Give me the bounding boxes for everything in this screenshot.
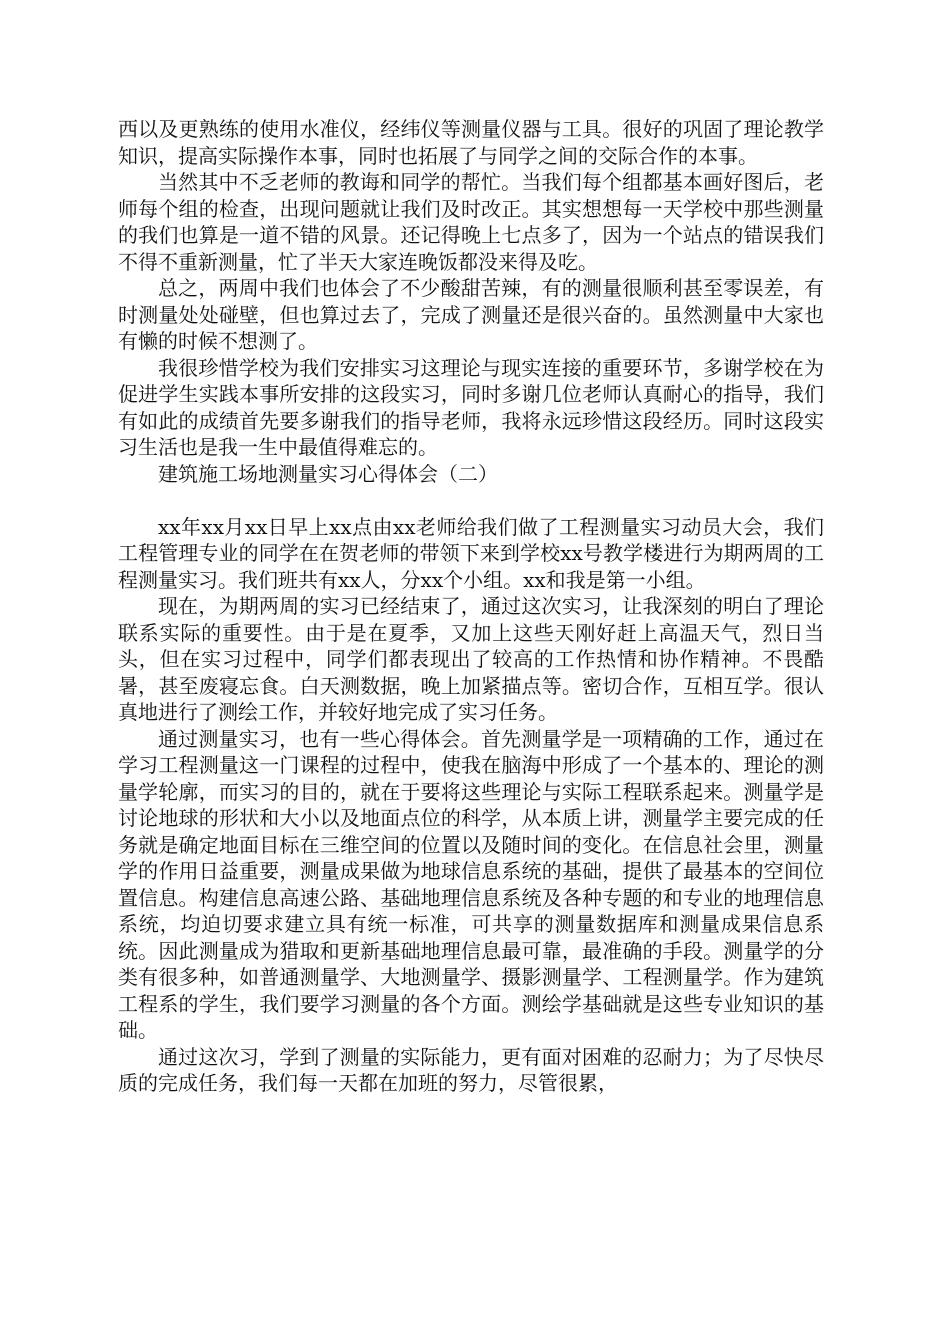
paragraph: xx年xx月xx日早上xx点由xx老师给我们做了工程测量实习动员大会，我们工程管理专业的同学在在贺老师的带领下来到学校xx号教学楼进行为期两周的工程测量实习。我们班共有xx人，分xx个小组。xx和我是第一小组。 — [118, 514, 824, 592]
paragraph: 我很珍惜学校为我们安排实习这理论与现实连接的重要环节，多谢学校在为促进学生实践本事所安排的这段实习，同时多谢几位老师认真耐心的指导，我们有如此的成绩首先要多谢我们的指导老师，我将永远珍惜这段经历。同时这段实习生活也是我一生中最值得难忘的。 — [118, 355, 824, 459]
paragraph: 总之，两周中我们也体会了不少酸甜苦辣，有的测量很顺利甚至零误差，有时测量处处碰壁，但也算过去了，完成了测量还是很兴奋的。虽然测量中大家也有懒的时候不想测了。 — [118, 276, 824, 353]
blank-line — [118, 487, 824, 514]
paragraph: 通过这次习，学到了测量的实际能力，更有面对困难的忍耐力；为了尽快尽质的完成任务，我们每一天都在加班的努力，尽管很累， — [118, 1044, 824, 1095]
document-body — [118, 116, 824, 1097]
paragraph: 当然其中不乏老师的教诲和同学的帮忙。当我们每个组都基本画好图后，老师每个组的检查，出现问题就让我们及时改正。其实想想每一天学校中那些测量的我们也算是一道不错的风景。还记得晚上七点多了，因为一个站点的错误我们不得不重新测量，忙了半天大家连晚饭都没来得及吃。 — [118, 170, 824, 274]
section-heading: 建筑施工场地测量实习心得体会（二） — [158, 461, 498, 486]
paragraph-continuation: 西以及更熟练的使用水准仪，经纬仪等测量仪器与工具。很好的巩固了理论教学知识，提高实际操作本事，同时也拓展了与同学之间的交际合作的本事。 — [118, 117, 824, 168]
paragraph: 通过测量实习，也有一些心得体会。首先测量学是一项精确的工作，通过在学习工程测量这一门课程的过程中，使我在脑海中形成了一个基本的、理论的测量学轮廓，而实习的目的，就在于要将这些理论与实际工程联系起来。测量学是讨论地球的形状和大小以及地面点位的科学，从本质上讲，测量学主要完成的任务就是确定地面目标在三维空间的位置以及随时间的变化。在信息社会里，测量学的作用日益重要，测量成果做为地球信息系统的基础，提供了最基本的空间位置信息。构建信息高速公路、基础地理信息系统及各种专题的和专业的地理信息系统，均迫切要求建立具有统一标准，可共享的测量数据库和测量成果信息系统。因此测量成为猎取和更新基础地理信息最可靠，最准确的手段。测量学的分类有很多种，如普通测量学、大地测量学、摄影测量学、工程测量学。作为建筑工程系的学生，我们要学习测量的各个方面。测绘学基础就是这些专业知识的基础。 — [118, 726, 824, 1042]
paragraph: 现在，为期两周的实习已经结束了，通过这次实习，让我深刻的明白了理论联系实际的重要性。由于是在夏季，又加上这些天刚好赶上高温天气，烈日当头，但在实习过程中，同学们都表现出了较高的工作热情和协作精神。不畏酷暑，甚至废寝忘食。白天测数据，晚上加紧描点等。密切合作，互相互学。很认真地进行了测绘工作，并较好地完成了实习任务。 — [118, 594, 824, 724]
